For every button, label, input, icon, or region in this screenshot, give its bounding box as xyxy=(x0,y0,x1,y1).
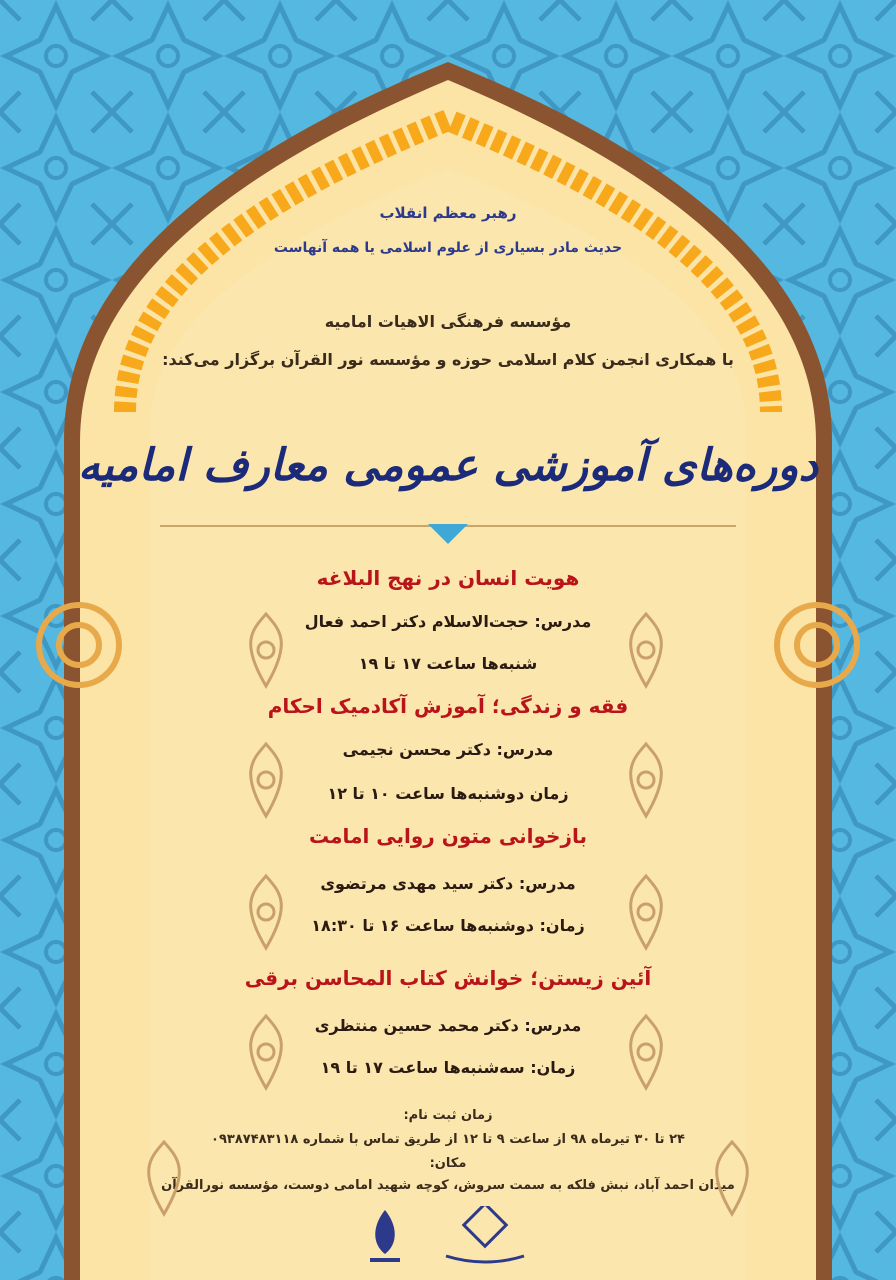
quote-title: رهبر معظم انقلاب xyxy=(379,204,517,222)
registration-label: زمان ثبت نام: xyxy=(403,1108,493,1123)
course-title: آئین زیستن؛ خوانش کتاب المحاسن برقی xyxy=(244,966,652,990)
course-title: بازخوانی متون روایی امامت xyxy=(309,824,587,848)
side-ornament-icon xyxy=(24,590,134,700)
arabesque-ornament-icon xyxy=(616,740,676,820)
arabesque-ornament-icon xyxy=(616,610,676,690)
side-ornament-icon xyxy=(762,590,872,700)
divider-ornament-icon xyxy=(424,520,472,546)
course-title: فقه و زندگی؛ آموزش آکادمیک احکام xyxy=(267,694,629,718)
arabesque-ornament-icon xyxy=(236,740,296,820)
course-teacher: مدرس: دکتر محمد حسین منتظری xyxy=(314,1016,582,1035)
noor-quran-logo xyxy=(440,1206,530,1272)
course-teacher: مدرس: حجت‌الاسلام دکتر احمد فعال xyxy=(304,612,592,631)
course-time: زمان: سه‌شنبه‌ها ساعت ۱۷ تا ۱۹ xyxy=(320,1058,576,1077)
main-title: دوره‌های آموزشی عمومی معارف امامیه xyxy=(77,440,819,491)
arabesque-ornament-icon xyxy=(236,872,296,952)
kalam-association-logo xyxy=(364,1206,406,1272)
quote-text: حدیث مادر بسیاری از علوم اسلامی یا همه آنهاست xyxy=(273,240,623,256)
arabesque-ornament-icon xyxy=(134,1138,194,1218)
place-label: مکان: xyxy=(429,1156,467,1171)
course-time: زمان: دوشنبه‌ها ساعت ۱۶ تا ۱۸:۳۰ xyxy=(311,916,585,935)
cooperation-line: با همکاری انجمن کلام اسلامی حوزه و مؤسسه نور القرآن برگزار می‌کند: xyxy=(162,350,734,369)
arabesque-ornament-icon xyxy=(236,610,296,690)
place-address: میدان احمد آباد، نبش فلکه به سمت سروش، کوچه شهید امامی دوست، مؤسسه نورالقرآن xyxy=(161,1178,735,1193)
registration-details: ۲۴ تا ۳۰ تیرماه ۹۸ از ساعت ۹ تا ۱۲ از طریق تماس با شماره ۰۹۳۸۷۴۸۳۱۱۸ xyxy=(211,1132,685,1147)
course-title: هویت انسان در نهج البلاغه xyxy=(316,566,580,590)
course-time: زمان دوشنبه‌ها ساعت ۱۰ تا ۱۲ xyxy=(327,784,569,803)
course-time: شنبه‌ها ساعت ۱۷ تا ۱۹ xyxy=(358,654,538,673)
arabesque-ornament-icon xyxy=(616,1012,676,1092)
organizer-name: مؤسسه فرهنگی الاهیات امامیه xyxy=(324,312,572,331)
arabesque-ornament-icon xyxy=(616,872,676,952)
arabesque-ornament-icon xyxy=(702,1138,762,1218)
arabesque-ornament-icon xyxy=(236,1012,296,1092)
course-teacher: مدرس: دکتر سید مهدی مرتضوی xyxy=(320,874,576,893)
course-teacher: مدرس: دکتر محسن نجیمی xyxy=(342,740,554,759)
